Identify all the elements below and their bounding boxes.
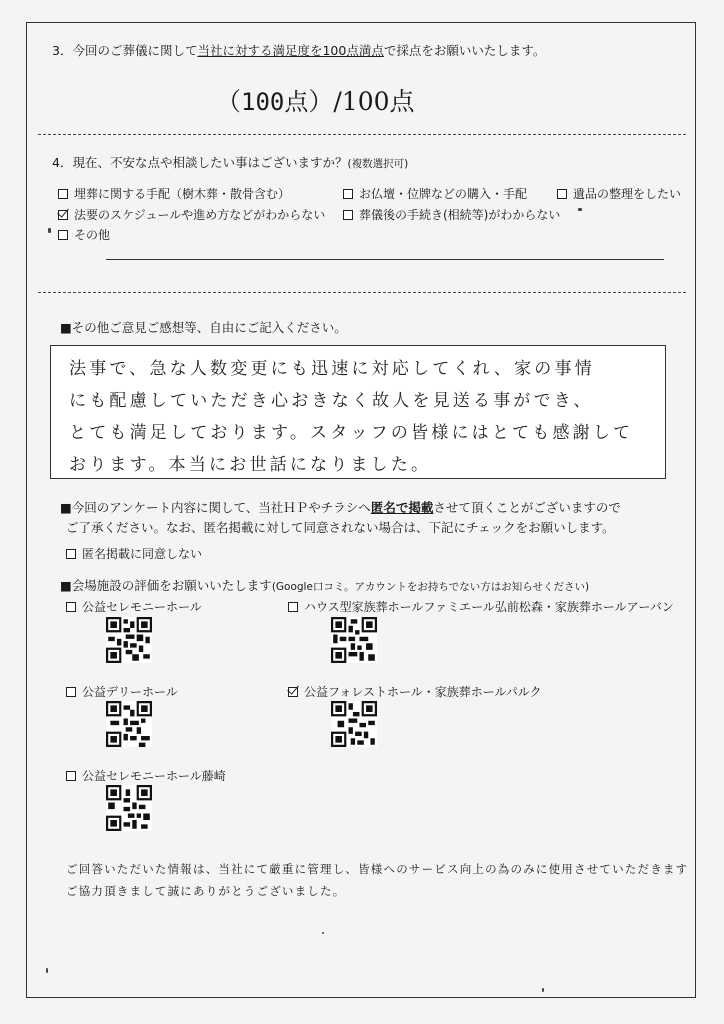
comments-title: ■その他ご意見ご感想等、自由にご記入ください。	[60, 320, 347, 335]
checkbox[interactable]	[66, 687, 76, 697]
separator	[38, 292, 686, 293]
comment-line: にも配慮していただき心おきなく故人を見送る事ができ、	[69, 391, 594, 411]
checkbox-checked[interactable]	[58, 210, 68, 220]
checkbox[interactable]	[288, 602, 298, 612]
qr-code-icon[interactable]	[331, 617, 377, 663]
q4-question: 4．現在、不安な点や相談したい事はございますか？(複数選択可)	[52, 155, 409, 170]
checkbox[interactable]	[58, 189, 68, 199]
qr-code-icon[interactable]	[106, 785, 152, 831]
facility-famieru-urban[interactable]: ハウス型家族葬ホールファミエール弘前松森・家族葬ホールアーバン	[288, 598, 674, 615]
score-handwritten: 100	[241, 88, 285, 116]
publish-notice-line2: ご了承ください。なお、匿名掲載に対して同意されない場合は、下記にチェックをお願いします。	[66, 520, 615, 535]
scan-speck	[542, 988, 544, 992]
scan-speck	[578, 208, 582, 211]
checkbox[interactable]	[58, 230, 68, 240]
q4-option-procedures[interactable]: 葬儀後の手続き(相続等)がわからない	[343, 206, 560, 223]
q4-option-other[interactable]: その他	[58, 226, 110, 243]
q4-option-memorial-schedule[interactable]: 法要のスケジュールや進め方などがわからない	[58, 206, 325, 223]
comment-line: とても満足しております。スタッフの皆様にはとても感謝して	[69, 423, 634, 443]
scan-speck	[322, 932, 324, 934]
other-answer-line	[106, 259, 664, 260]
qr-code-icon[interactable]	[106, 701, 152, 747]
q4-option-altar[interactable]: お仏壇・位牌などの購入・手配	[343, 185, 527, 202]
footer-privacy: ご回答いただいた情報は、当社にて厳重に管理し、皆様へのサービス向上の為のみに使用させていただきます	[66, 862, 689, 876]
facility-ceremony-hall[interactable]: 公益セレモニーホール	[66, 598, 202, 615]
scan-speck	[46, 968, 48, 973]
comments-box[interactable]	[50, 345, 666, 479]
anonymous-disagree-option[interactable]: 匿名掲載に同意しない	[66, 545, 202, 562]
q4-option-belongings[interactable]: 遺品の整理をしたい	[557, 185, 681, 202]
checkbox[interactable]	[66, 549, 76, 559]
checkbox-checked[interactable]	[288, 687, 298, 697]
checkbox[interactable]	[66, 771, 76, 781]
qr-code-icon[interactable]	[331, 701, 377, 747]
qr-code-icon[interactable]	[106, 617, 152, 663]
comment-line: おります。本当にお世話になりました。	[69, 455, 432, 475]
footer-thanks: ご協力頂きまして誠にありがとうございました。	[66, 884, 346, 898]
comment-line: 法事で、急な人数変更にも迅速に対応してくれ、家の事情	[69, 359, 595, 379]
facilities-title: ■会場施設の評価をお願いいたします(Google口コミ。アカウントをお持ちでない方はお知らせください)	[60, 578, 590, 593]
checkbox[interactable]	[66, 602, 76, 612]
publish-notice: ■今回のアンケート内容に関して、当社ＨＰやチラシへ匿名で掲載させて頂くことがございますので	[60, 500, 621, 515]
checkbox[interactable]	[343, 189, 353, 199]
scan-speck	[48, 228, 51, 233]
facility-forest-parc[interactable]: 公益フォレストホール・家族葬ホールパルク	[288, 683, 541, 700]
q3-question: 3．今回のご葬儀に関して当社に対する満足度を100点満点で採点をお願いいたします。	[52, 43, 546, 58]
separator	[38, 134, 686, 135]
q3-score: （100点）/100点	[216, 87, 415, 116]
facility-ceremony-hall-fujisaki[interactable]: 公益セレモニーホール藤崎	[66, 767, 226, 784]
checkbox[interactable]	[343, 210, 353, 220]
facility-deli-hall[interactable]: 公益デリーホール	[66, 683, 178, 700]
q4-option-burial[interactable]: 埋葬に関する手配（樹木葬・散骨含む）	[58, 185, 290, 202]
checkbox[interactable]	[557, 189, 567, 199]
